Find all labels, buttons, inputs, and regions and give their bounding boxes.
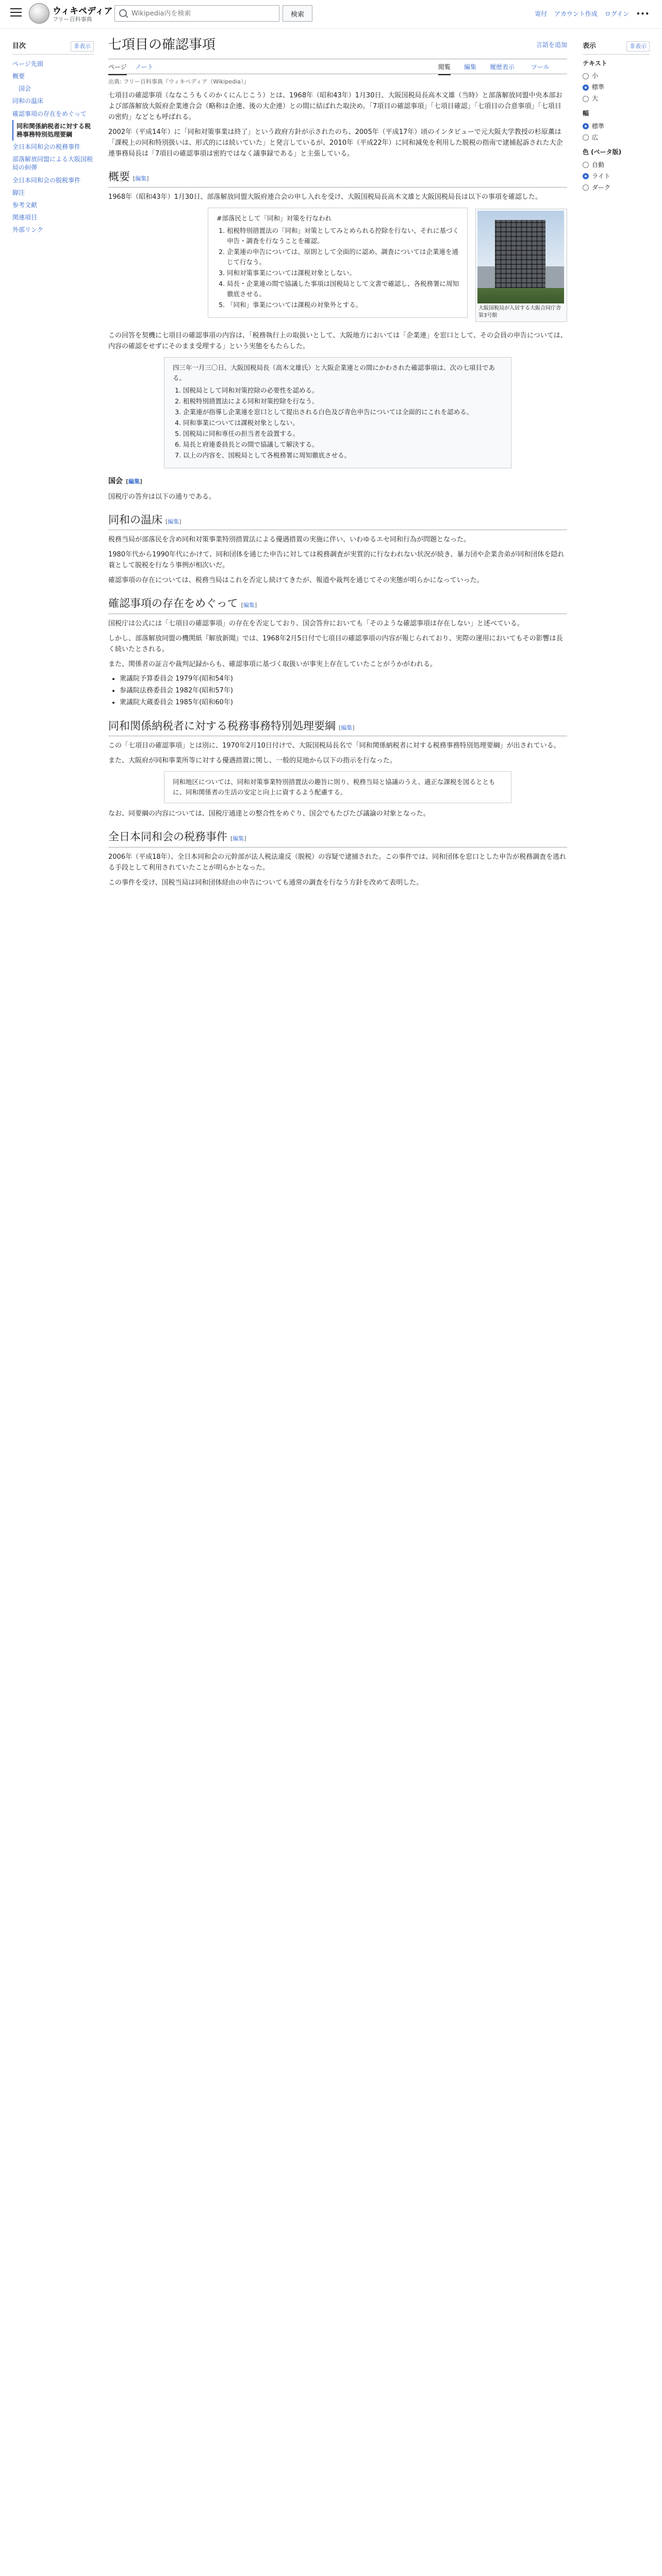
toc-item[interactable]: ページ先頭 [12,60,43,67]
tab-tools[interactable]: ツール [531,63,550,71]
toc-item[interactable]: 国会 [19,85,31,93]
create-account-link[interactable]: アカウント作成 [554,10,598,18]
search-input[interactable] [130,7,246,20]
quote-list-item: 3. 同和対策事業については課税対象としない。 [227,268,459,278]
confirmation-items-list [183,385,503,461]
toc-hide-button[interactable]: 非表示 [71,41,94,52]
youkou-paragraph: また、大阪府が同和事業所等に対する優遇措置に関し、一般的見地から以下の指示を行なった。 [108,757,397,765]
toc-title: 目次 [12,42,26,50]
color-option[interactable] [583,171,650,182]
confirmation-item: 1. 国税局として同和対策控除の必要性を認める。 [183,385,503,396]
section-edit-link[interactable]: [編集] [230,835,246,842]
color-option-label: 自動 [592,161,605,168]
color-option[interactable] [583,182,650,193]
radio-icon[interactable] [583,184,589,191]
onshou-paragraph: 1980年代から1990年代にかけて、同和団体を通じた申告に対しては税務調査が実質的に行なわれない状況が続き、暴力団や企業舎弟が同和団体を隠れ蓑として脱税を行なう事例が相次いだ。 [108,551,565,570]
section-heading-diet: 国会 [編集] [108,477,143,486]
radio-icon[interactable] [583,162,589,168]
toc-header [12,41,94,55]
onshou-paragraph: 税務当局が部落民を含め同和対策事業特別措置法による優遇措置の実施に伴い、いわゆるエセ同和行為が問題となった。 [108,536,471,544]
section-edit-link[interactable]: [編集] [126,478,143,485]
search-button[interactable]: 検索 [283,5,312,22]
tab-page[interactable]: ページ [108,62,127,75]
toc-item[interactable]: 関連項目 [12,214,38,222]
onshou-paragraph: 確認事項の存在については、税務当局はこれを否定し続けてきたが、報道や裁判を通じてその実態が明らかになっていった。 [108,577,484,585]
width-option-label: 標準 [592,122,605,130]
building-photo[interactable] [477,211,564,303]
radio-icon[interactable] [583,96,589,102]
toc-item[interactable]: 参考文献 [12,201,38,209]
width-option[interactable] [583,121,650,132]
tab-talk[interactable]: ノート [135,63,154,71]
section-heading-youkou: 同和関係納税者に対する税務事務特別処理要綱 [編集] [108,718,567,737]
confirmation-item: 6. 局長と府連委員長との間で協議して解決する。 [183,439,503,450]
building-image-frame[interactable] [475,209,567,322]
zenniho-body [108,852,567,888]
quote-list-item: 1. 租税特別措置法の「同和」対策としてみとめられる控除を行ない、それに基づく申告・調査を行なうことを確認。 [227,226,459,246]
existence-list [120,674,567,708]
text-size-option-label: 大 [592,95,599,103]
article-tagline: 出典: フリー百科事典『ウィキペディア（Wikipedia）』 [108,78,250,85]
text-size-label: テキスト [583,59,607,67]
overview-paragraph: 1968年（昭和43年）1月30日、部落解放同盟大阪府連合会の申し入れを受け、大阪国税局長高木文雄と大阪国税局長は以下の事項を確認した。 [108,193,542,201]
site-header [0,0,662,29]
youkou-paragraph: この「七項目の確認事項」とは別に、1970年2月10日付けで、大阪国税局長名で「同和関係納税者に対する税務事務特別処理要綱」が出されている。 [108,742,560,750]
confirmation-items-box [164,357,511,468]
wikipedia-globe-logo[interactable] [29,3,49,24]
appearance-panel [583,41,650,193]
donate-link[interactable]: 寄付 [535,10,548,18]
tab-read[interactable]: 閲覧 [438,62,451,75]
toc-item[interactable]: 同和関係納税者に対する税務事務特別処理要綱 [12,120,94,141]
radio-icon[interactable] [583,123,589,129]
color-options [583,159,650,193]
toc-item[interactable]: 概要 [12,72,25,80]
user-links [529,9,650,19]
width-option-label: 広 [592,133,599,141]
tab-history[interactable]: 履歴表示 [490,63,515,71]
text-size-options [583,71,650,105]
existence-list-item: • 参議院法務委員会 1982年(昭和57年) [120,686,567,697]
existence-paragraph: しかし、部落解放同盟の機関紙『解放新聞』では、1968年2月5日付で七項目の確認事項の内容が報じられており、実際の運用においてもその影響は長く続いたとされる。 [108,635,563,654]
existence-paragraph: 国税庁は公式には「七項目の確認事項」の存在を否定しており、国会答弁においても「そのような確認事項は存在しない」と述べている。 [108,620,524,628]
toc-item[interactable]: 確認事項の存在をめぐって [12,110,87,117]
text-size-option-label: 小 [592,72,599,80]
add-languages-link[interactable]: 言語を追加 [536,41,567,48]
radio-icon[interactable] [583,134,589,141]
radio-icon[interactable] [583,173,589,179]
youkou-quote-box [164,771,511,803]
existence-paragraph: また、関係者の証言や裁判記録からも、確認事項に基づく取扱いが事実上存在していたことがうかがわれる。 [108,660,437,669]
confirmation-item: 3. 企業連が指導し企業連を窓口として提出される白色及び青色申告については全面的にこれを認める。 [183,407,503,417]
toc-item[interactable]: 全日本同和会の税務事件 [12,143,81,151]
search-box [114,5,279,22]
quote-list-item: 4. 局長・企業連の間で協議した事項は国税局として文書で確認し、各税務署に周知徹底させる。 [227,279,459,299]
section-heading-zenniho: 全日本同和会の税務事件 [編集] [108,828,567,848]
width-options [583,121,650,143]
toc-item[interactable]: 脚注 [12,189,25,196]
article-content [108,31,567,892]
appearance-title: 表示 [583,42,597,50]
existence-body [108,618,567,670]
search-icon [119,9,127,17]
appearance-header [583,41,650,55]
existence-list-item: • 衆議院予算委員会 1979年(昭和54年) [120,674,567,685]
width-option[interactable] [583,132,650,143]
section-heading-overview: 概要 [編集] [108,168,567,188]
quote-list [227,226,459,310]
overview-paragraph: この回答を契機に七項目の確認事項の内容は、「税務執行上の取扱いとして、大阪地方においては「企業連」を窓口として、その会員の申告については、内容の確認をせずにそのまま受理する」という実態をもたらした。 [108,332,567,351]
youkou-body [108,740,567,766]
onshou-body [108,534,567,586]
youkou-quote-text: 同和地区については、同和対策事業特別措置法の趣旨に則り、税務当局と協議のうえ、適正な課税を図るとともに、同和関係者の生活の安定と向上に資するよう配慮する。 [173,778,495,796]
tab-edit[interactable]: 編集 [464,63,477,71]
color-option-label: ライト [592,172,610,180]
toc-item[interactable]: 部落解放同盟による大阪国税局の糾弾 [12,156,93,172]
quote-list-item: 2. 企業連の申告については、原則として全面的に認め、調査については企業連を通じて行なう。 [227,247,459,267]
color-option-label: ダーク [592,183,611,191]
radio-icon[interactable] [583,84,589,91]
confirmation-item: 7. 以上の内容を、国税局として各税務署に周知徹底させる。 [183,450,503,461]
section-edit-link[interactable]: [編集] [339,724,355,731]
text-size-option[interactable] [583,71,650,82]
confirmation-item: 4. 同和事業については課税対象としない。 [183,418,503,428]
zenniho-paragraph: この事件を受け、国税当局は同和団体経由の申告についても通常の調査を行なう方針を改めて表明した。 [108,879,423,887]
section-heading-existence: 確認事項の存在をめぐって [編集] [108,595,567,614]
section-heading-onshou: 同和の温床 [編集] [108,512,567,531]
image-caption: 大阪国税局が入居する大阪合同庁舎第3号館 [478,306,561,319]
page-title [108,34,567,59]
radio-icon[interactable] [583,73,589,79]
toc-item[interactable]: 同和の温床 [12,97,44,105]
quote-list-item: 5. 「同和」事業については課税の対象外とする。 [227,300,459,310]
toc-list [12,58,94,236]
zenniho-paragraph: 2006年（平成18年）、全日本同和会の元幹部が法人税法違反（脱税）の容疑で逮捕された。この事件では、同和団体を窓口とした申告が税務調査を逃れる手段として利用されていたことが明らかとなった。 [108,853,567,872]
main-menu-icon[interactable] [10,8,22,16]
login-link[interactable]: ログイン [604,10,630,18]
section-edit-link[interactable]: [編集] [241,602,257,609]
quote-title: 四三年一月三〇日、大阪国税局長（高木文雄氏）と大阪企業連との間にかわされた確認事項は、次の七項目である。 [173,364,495,382]
more-options-icon[interactable]: ••• [636,10,650,18]
section-edit-link[interactable]: [編集] [166,518,181,525]
page-title-text: 七項目の確認事項 [108,37,216,52]
logo-tagline: フリー百科事典 [53,16,92,23]
page-tabs [108,59,567,74]
text-size-option[interactable] [583,93,650,105]
appearance-hide-button[interactable]: 非表示 [626,41,650,52]
existence-list-item: • 衆議院大蔵委員会 1985年(昭和60年) [120,698,567,708]
quote-box [208,208,468,318]
text-size-option[interactable] [583,82,650,93]
youkou-paragraph: なお、同要綱の内容については、国税庁通達との整合性をめぐり、国会でもたびたび議論の対象となった。 [108,810,430,818]
toc-item[interactable]: 全日本同和会の脱税事件 [12,176,81,184]
width-label: 幅 [583,109,589,117]
text-size-option-label: 標準 [592,83,605,91]
confirmation-item: 2. 租税特別措置法による同和対策控除を行なう。 [183,396,503,406]
quote-title: #部落民として「同和」対策を行なわれ [217,214,332,223]
lead-paragraph: 2002年（平成14年）に「同和対策事業は終了」という政府方針が示されたのち、2005年（平成17年）頃のインタビューで元大阪大学教授の杉原薫は「課税上の同和特別扱いは、形式的には続いていた」と発言しているが、2010年（平成22年）に同和減免を利用した脱税の指南で逮捕起訴された大企連事務局長は「7項目の確認事項は密約ではなく議事録である」と主張している。 [108,128,563,158]
lead-paragraph: 七項目の確認事項（ななこうもくのかくにんじこう）とは、1968年（昭和43年）1月30日、大阪国税局長高木文雄（当時）と部落解放同盟中央本部および部落解放大阪府企業連合会（略称は企連、後の大企連）との間に結ばれた取決め。「7項目の確認事項」「七項目確認」「七項目の合意事項」「七項目の密約」などとも呼ばれる。 [108,92,562,122]
confirmation-item: 5. 国税局に同和専任の担当者を設置する。 [183,429,503,439]
toc-item[interactable]: 外部リンク [12,226,43,234]
color-label: 色 (ベータ版) [583,148,622,156]
section-edit-link[interactable]: [編集] [133,175,149,182]
diet-paragraph: 国税庁の答弁は以下の通りである。 [108,493,216,501]
color-option[interactable] [583,159,650,171]
table-of-contents [12,41,94,236]
logo-wordmark[interactable]: ウィキペディア [53,6,113,16]
